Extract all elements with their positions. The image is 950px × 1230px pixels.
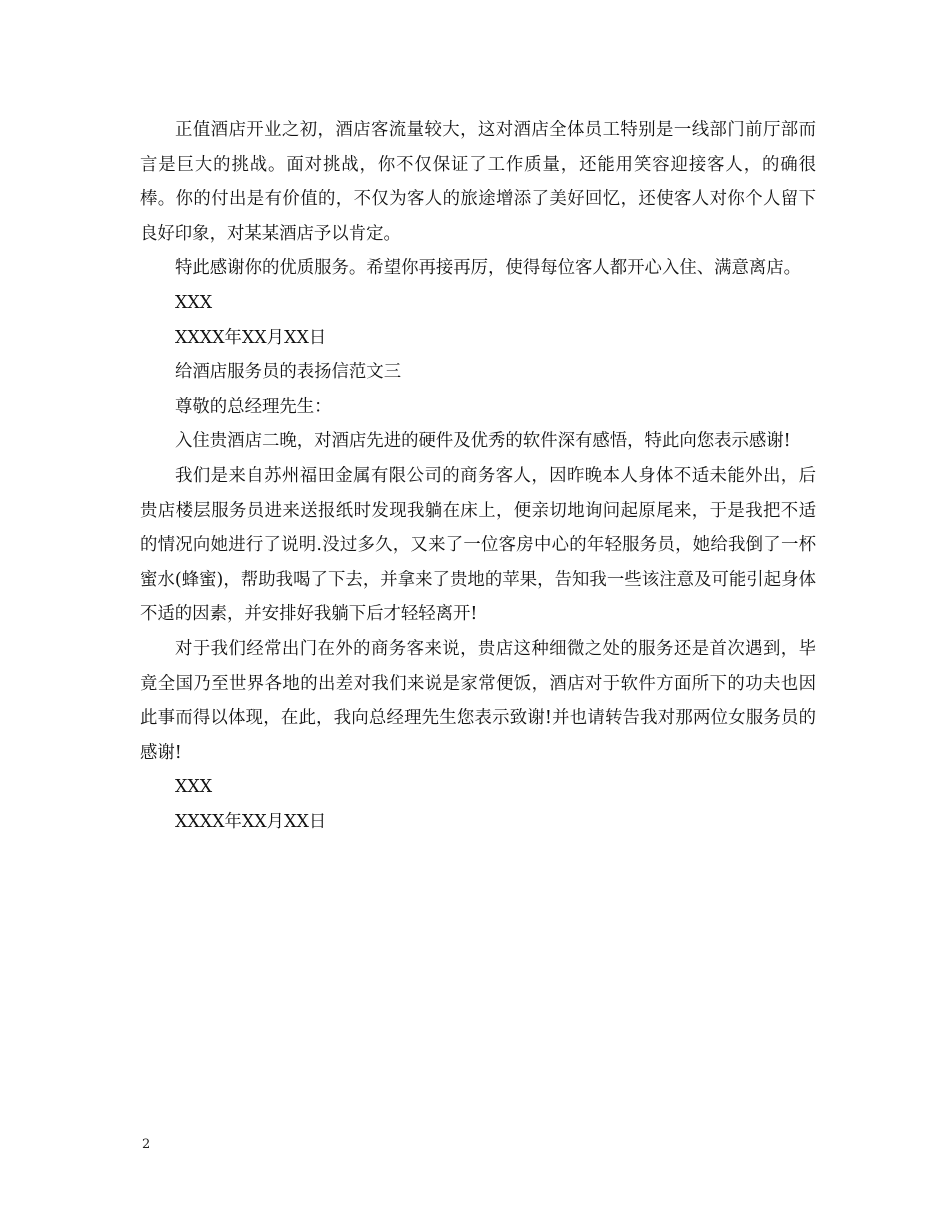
paragraph-stay: 入住贵酒店二晚，对酒店先进的硬件及优秀的软件深有感悟，特此向您表示感谢! — [175, 431, 791, 452]
signature-date: XXXX年XX月XX日 — [175, 327, 327, 348]
signature-date-2: XXXX年XX月XX日 — [175, 811, 327, 832]
signature-name-2: XXX — [175, 777, 213, 798]
paragraph-incident: 我们是来自苏州福田金属有限公司的商务客人，因昨晚本人身体不适未能外出，后贵店楼层服务员进来送报纸时发现我躺在床上，便亲切地询问起原尾来，于是我把不适的情况向她进行了说明.没过多久，又来了一位客房中心的年轻服务员，她给我倒了一杯蜜水(蜂蜜)，帮助我喝了下去，并拿来了贵地的苹果，告知我一些该注意及可能引起身体不适的因素，并安排好我躺下后才轻轻离开! — [140, 465, 816, 625]
document-body — [140, 113, 816, 839]
paragraph-gratitude: 对于我们经常出门在外的商务客来说，贵店这种细微之处的服务还是首次遇到，毕竟全国乃至世界各地的出差对我们来说是家常便饭，酒店对于软件方面所下的功夫也因此事而得以体现，在此，我向总经理先生您表示致谢!并也请转告我对那两位女服务员的感谢! — [140, 638, 816, 763]
paragraph-thanks: 特此感谢你的优质服务。希望你再接再厉，使得每位客人都开心入住、满意离店。 — [175, 258, 802, 279]
section-heading: 给酒店服务员的表扬信范文三 — [175, 362, 402, 383]
paragraph-praise-body: 正值酒店开业之初，酒店客流量较大，这对酒店全体员工特别是一线部门前厅部而言是巨大的挑战。面对挑战，你不仅保证了工作质量，还能用笑容迎接客人，的确很棒。你的付出是有价值的，不仅为客人的旅途增添了美好回忆，还使客人对你个人留下良好印象，对某某酒店予以肯定。 — [140, 120, 816, 244]
letter-salutation: 尊敬的总经理先生： — [175, 396, 332, 417]
signature-name: XXX — [175, 292, 213, 313]
page-number: 2 — [142, 1137, 151, 1152]
